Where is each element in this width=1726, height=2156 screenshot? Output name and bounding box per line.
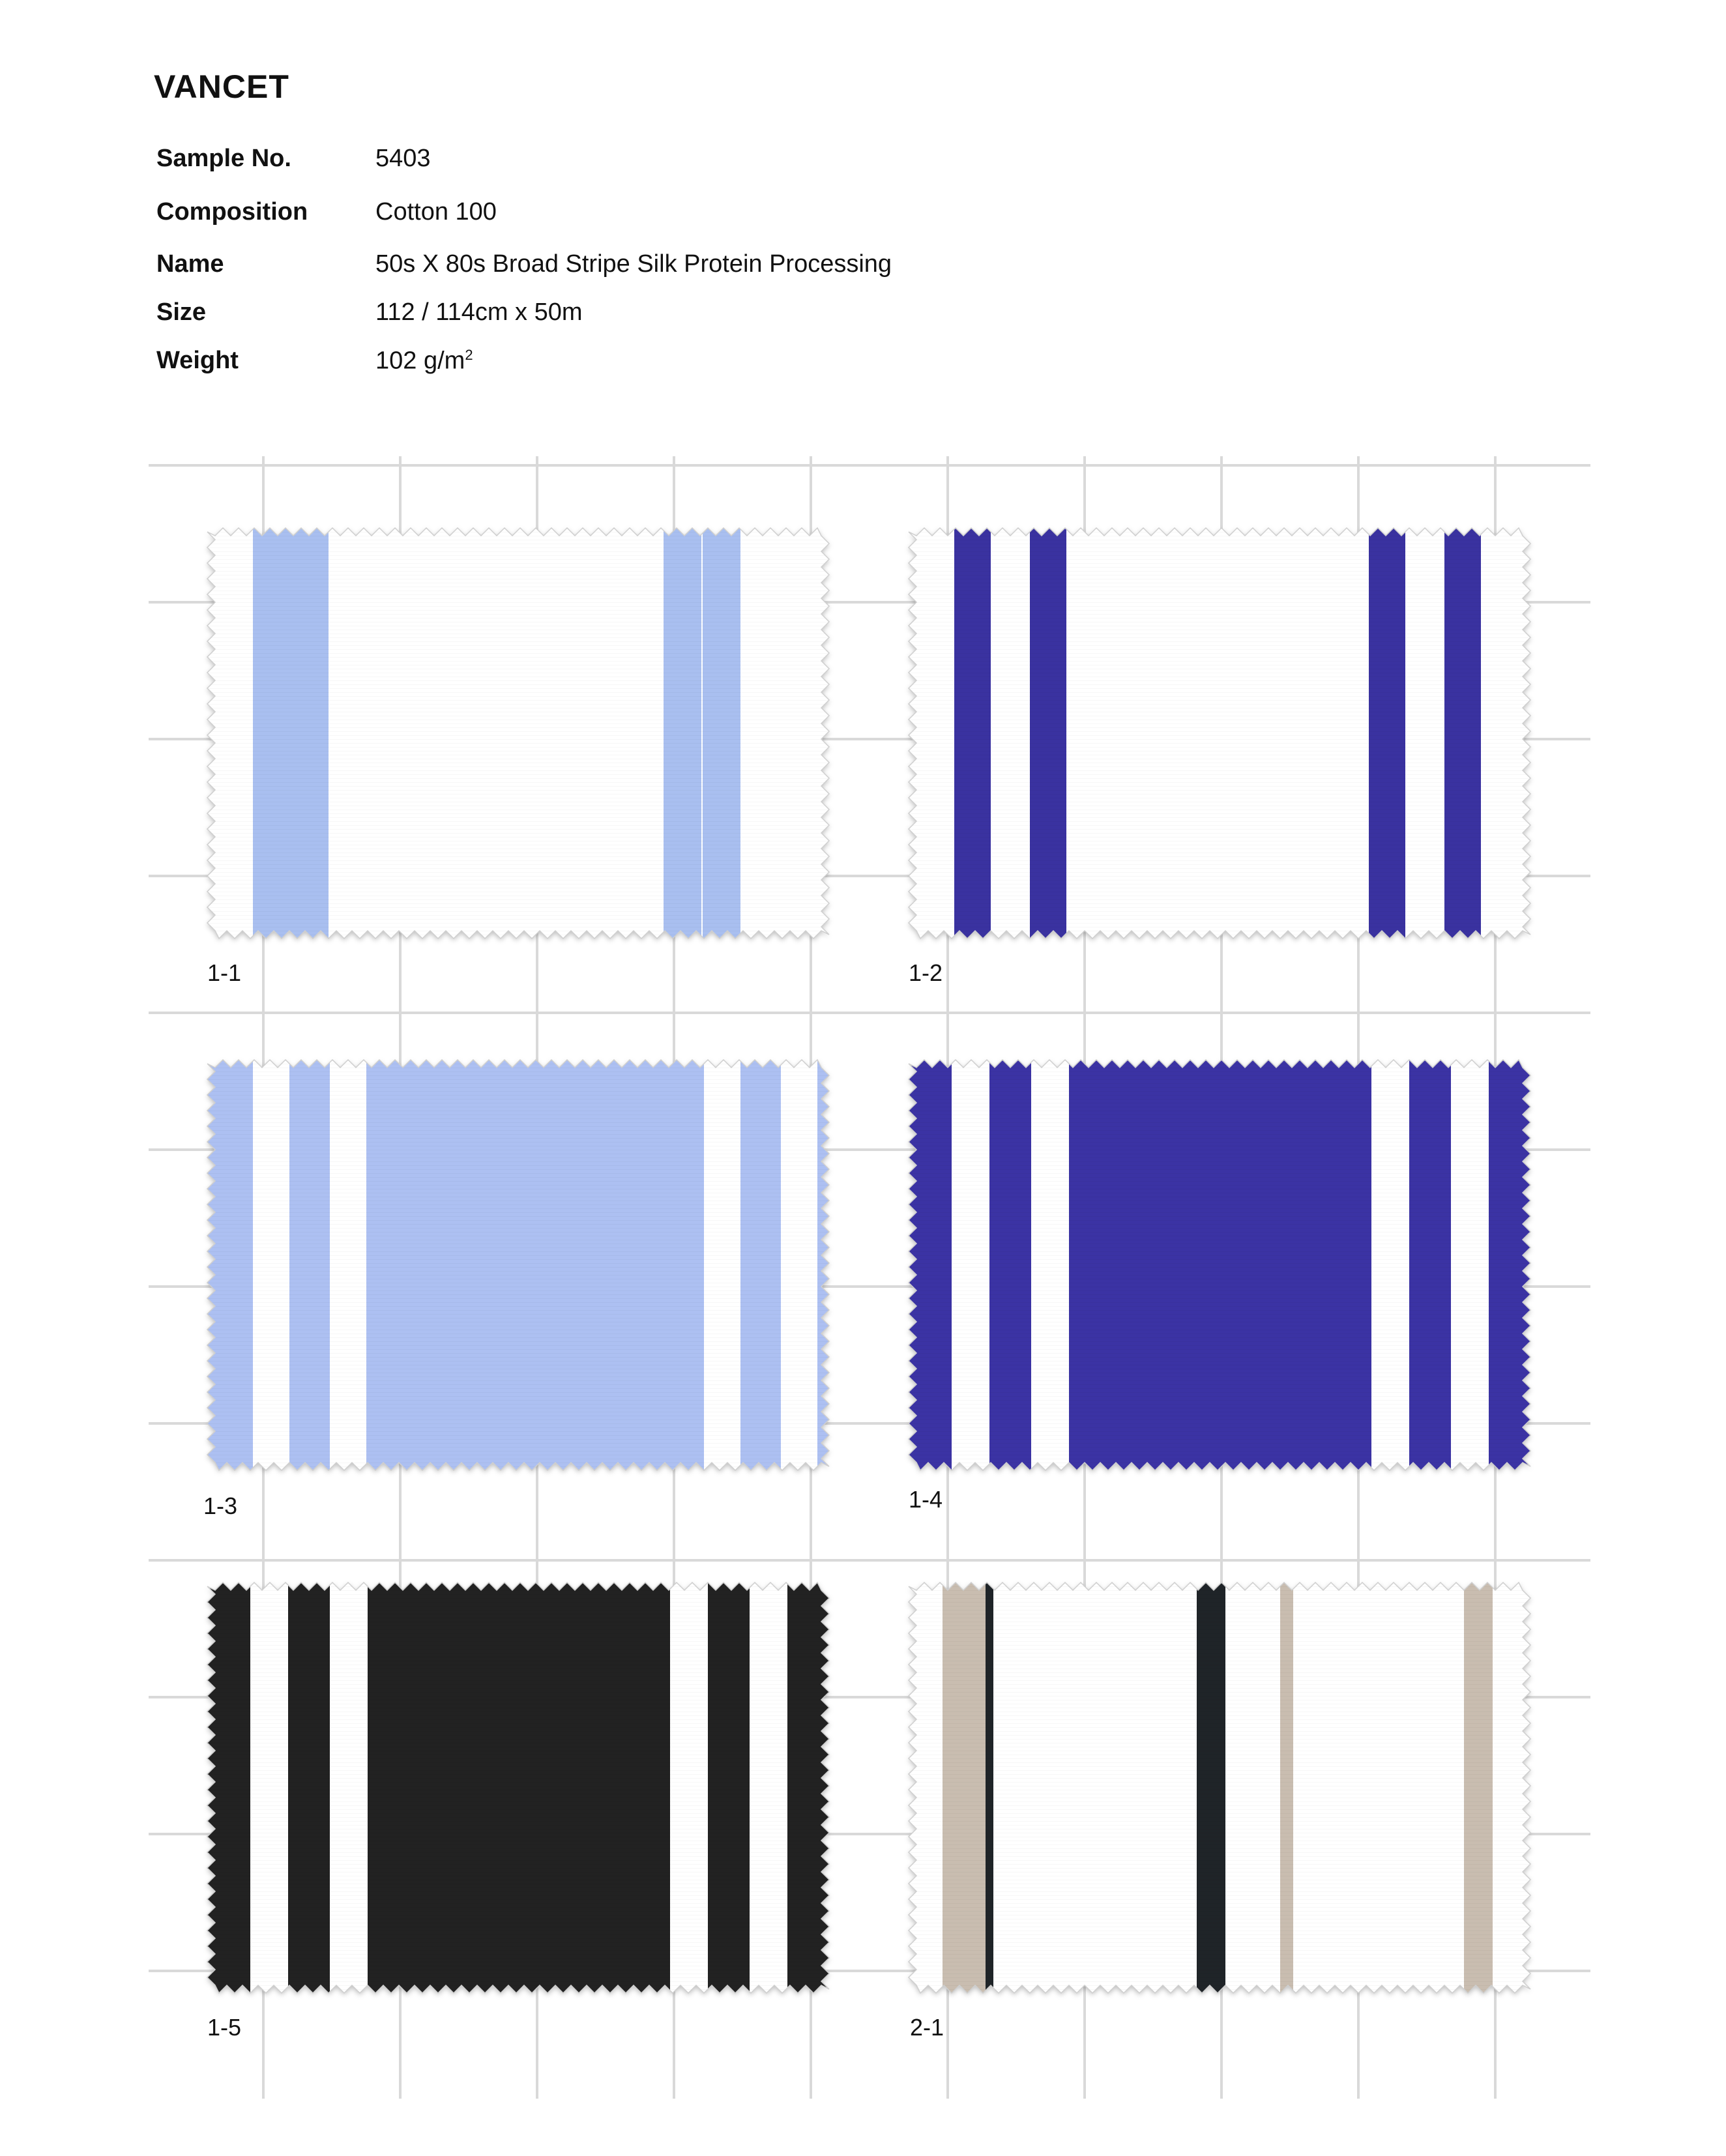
fabric-swatch-2-1[interactable] [909, 1582, 1530, 1993]
swatch-code-label: 2-1 [910, 2014, 944, 2041]
swatch-code-label: 1-2 [909, 959, 943, 986]
fabric-swatch-1-1[interactable] [207, 528, 829, 939]
spec-value: 50s X 80s Broad Stripe Silk Protein Processing [375, 250, 892, 278]
fabric-swatch-1-3[interactable] [207, 1060, 829, 1470]
swatch-1-2-image [909, 528, 1530, 939]
swatch-code-label: 1-4 [909, 1486, 943, 1513]
swatch-1-4-image [909, 1060, 1530, 1470]
spec-value: Cotton 100 [375, 198, 497, 226]
spec-label: Weight [156, 347, 239, 374]
swatch-code-label: 1-3 [203, 1493, 238, 1519]
spec-row-sample-no [156, 145, 1199, 184]
spec-row-weight [156, 347, 1199, 386]
spec-value: 5403 [375, 145, 431, 172]
swatch-1-1-image [207, 528, 829, 939]
fabric-swatch-1-2[interactable] [909, 528, 1530, 939]
swatch-code-label: 1-5 [207, 2014, 242, 2041]
fabric-swatch-1-4[interactable] [909, 1060, 1530, 1470]
spec-row-composition [156, 198, 1199, 237]
brand-title: VANCET [154, 68, 289, 105]
swatch-1-3-image [207, 1060, 829, 1470]
spec-row-name [156, 250, 1199, 289]
spec-label: Name [156, 250, 224, 278]
spec-value: 112 / 114cm x 50m [375, 299, 583, 326]
swatch-code-label: 1-1 [207, 959, 242, 986]
spec-label: Size [156, 299, 207, 326]
spec-value: 102 $g/m^2$ [375, 347, 473, 375]
swatch-1-5-image [207, 1582, 829, 1993]
spec-label: Composition [156, 198, 308, 226]
spec-label: Sample No. [156, 145, 291, 172]
swatch-2-1-image [909, 1582, 1530, 1993]
fabric-swatch-1-5[interactable] [207, 1582, 829, 1993]
spec-row-size [156, 299, 1199, 338]
